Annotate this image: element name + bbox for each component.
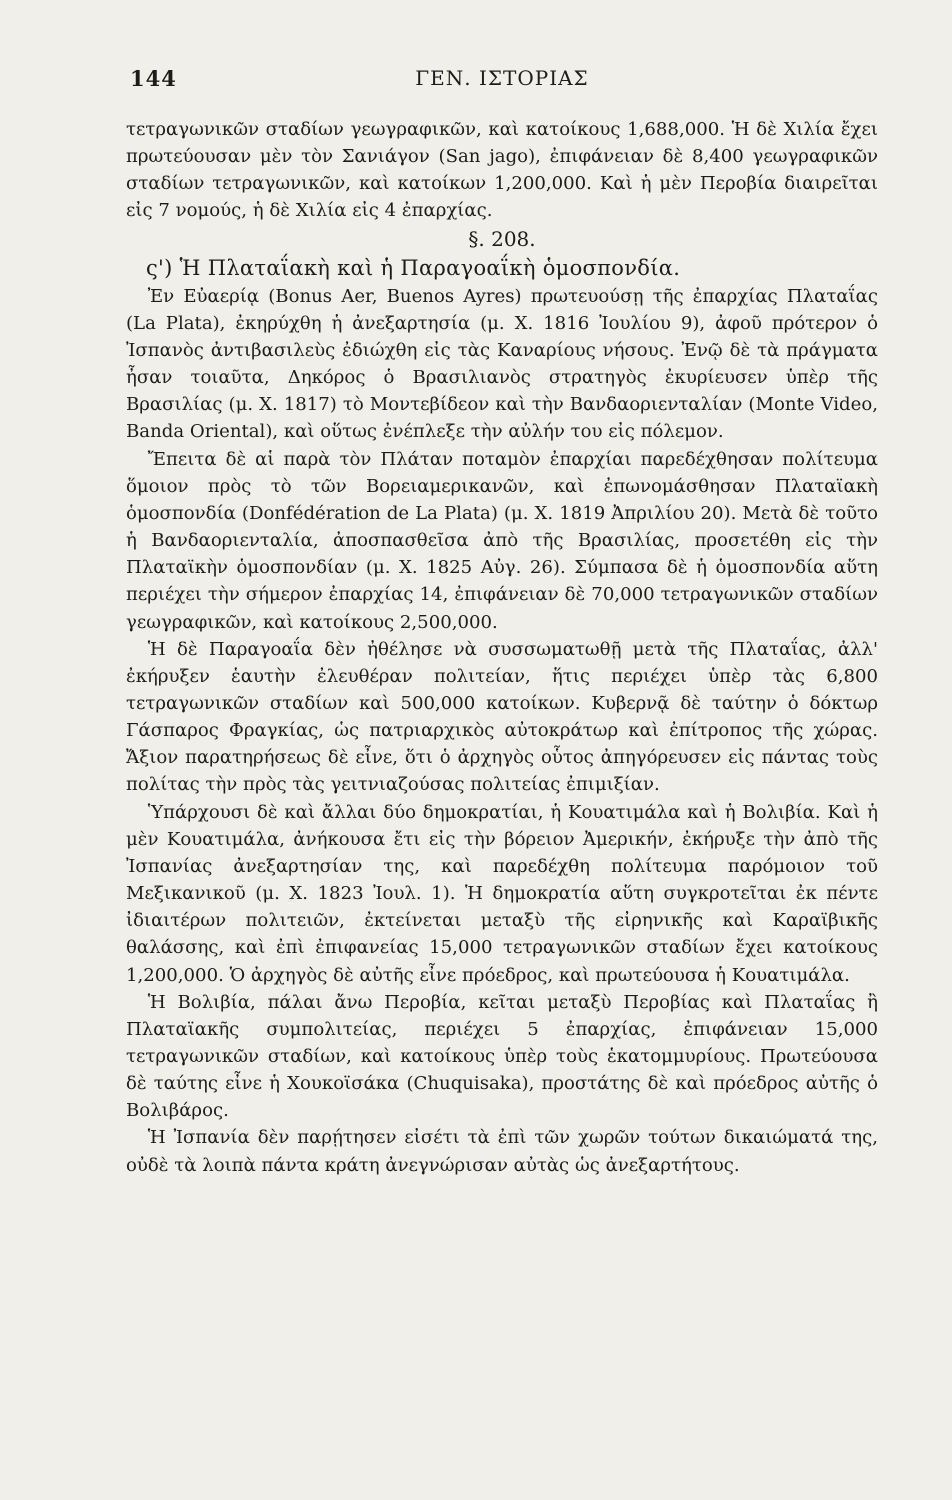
page-number: 144 (130, 66, 177, 91)
intro-paragraph: τετραγωνικῶν σταδίων γεωγραφικῶν, καὶ κατοίκους 1,688,000. Ἡ δὲ Χιλία ἔχει πρωτεύουσαν μὲν τὸν Σανιάγον (San jago), ἐπιφάνειαν δὲ 8,400 γεωγραφικῶν σταδίων τετραγωνικῶν, καὶ κατοίκων 1,200,000. Καὶ ἡ μὲν Περοβία διαιρεῖται εἰς 7 νομούς, ἡ δὲ Χιλία εἰς 4 ἐπαρχίας. (126, 119, 878, 222)
paragraph: Ἡ Βολιβία, πάλαι ἄνω Περοβία, κεῖται μεταξὺ Περοβίας καὶ Πλαταΐας ἢ Πλαταϊακῆς συμπολιτείας, περιέχει 5 ἐπαρχίας, ἐπιφάνειαν 15,000 τετραγωνικῶν σταδίων, καὶ κατοίκους ὑπὲρ τοὺς ἑκατομμυρίους. Πρωτεύουσα δὲ ταύτης εἶνε ἡ Χουκοϊσάκα (Chuquisaka), προστάτης δὲ καὶ πρόεδρος αὐτῆς ὁ Βολιβάρος. (126, 991, 878, 1122)
running-title: ΓΕΝ. ΙΣΤΟΡΙΑΣ (415, 66, 589, 90)
page-header (126, 62, 878, 102)
paragraph: Ἡ Ἰσπανία δὲν παρῄτησεν εἰσέτι τὰ ἐπὶ τῶν χωρῶν τούτων δικαιώματά της, οὐδὲ τὰ λοιπὰ πάντα κράτη ἀνεγνώρισαν αὐτὰς ὡς ἀνεξαρτήτους. (126, 1127, 878, 1176)
paragraph: Ἡ δὲ Παραγοαΐα δὲν ἠθέλησε νὰ συσσωματωθῇ μετὰ τῆς Πλαταΐας, ἀλλ' ἐκήρυξεν ἑαυτὴν ἐλευθέραν πολιτείαν, ἥτις περιέχει ὑπὲρ τὰς 6,800 τετραγωνικῶν σταδίων καὶ 500,000 κατοίκων. Κυβερνᾷ δὲ ταύτην ὁ δόκτωρ Γάσπαρος Φραγκίας, ὡς πατριαρχικὸς αὐτοκράτωρ καὶ ἐπίτροπος τῆς χώρας. Ἄξιον παρατηρήσεως δὲ εἶνε, ὅτι ὁ ἀρχηγὸς οὗτος ἀπηγόρευσεν εἰς πάντας τοὺς πολίτας τὴν πρὸς τὰς γειτνιαζούσας πολιτείας ἐπιμιξίαν. (126, 638, 878, 796)
paragraph: Ὑπάρχουσι δὲ καὶ ἄλλαι δύο δημοκρατίαι, ἡ Κουατιμάλα καὶ ἡ Βολιβία. Καὶ ἡ μὲν Κουατιμάλα, ἀνήκουσα ἔτι εἰς τὴν βόρειον Ἀμερικήν, ἐκήρυξε τὴν ἀπὸ τῆς Ἰσπανίας ἀνεξαρτησίαν της, καὶ παρεδέχθη πολίτευμα παρόμοιον τοῦ Μεξικανικοῦ (μ. Χ. 1823 Ἰουλ. 1). Ἡ δημοκρατία αὕτη συγκροτεῖται ἐκ πέντε ἰδιαιτέρων πολιτειῶν, ἐκτείνεται μεταξὺ τῆς εἰρηνικῆς καὶ Καραϊβικῆς θαλάσσης, καὶ ἐπὶ ἐπιφανείας 15,000 τετραγωνικῶν σταδίων ἔχει κατοίκους 1,200,000. Ὁ ἀρχηγὸς δὲ αὐτῆς εἶνε πρόεδρος, καὶ πρωτεύουσα ἡ Κουατιμάλα. (126, 801, 878, 986)
paragraph: Ἐν Εὐαερίᾳ (Bonus Aer, Buenos Ayres) πρωτευούσῃ τῆς ἐπαρχίας Πλαταΐας (La Plata), ἐκηρύχθη ἡ ἀνεξαρτησία (μ. Χ. 1816 Ἰουλίου 9), ἀφοῦ πρότερον ὁ Ἰσπανὸς ἀντιβασιλεὺς ἐδιώχθη εἰς τὰς Καναρίους νήσους. Ἐνῷ δὲ τὰ πράγματα ἦσαν τοιαῦτα, Δηκόρος ὁ Βρασιλιανὸς στρατηγὸς ἐκυρίευσεν ὑπὲρ τῆς Βρασιλίας (μ. Χ. 1817) τὸ Μοντεβίδεον καὶ τὴν Βανδαοριενταλίαν (Monte Video, Banda Oriental), καὶ οὕτως ἐνέπλεξε τὴν αὐλήν του εἰς πόλεμον. (126, 285, 878, 443)
paragraph: Ἔπειτα δὲ αἱ παρὰ τὸν Πλάταν ποταμὸν ἐπαρχίαι παρεδέχθησαν πολίτευμα ὅμοιον πρὸς τὸ τῶν Βορειαμερικανῶν, καὶ ἐπωνομάσθησαν Πλαταϊακὴ ὁμοσπονδία (Donfédération de La Plata) (μ. Χ. 1819 Ἀπριλίου 20). Μετὰ δὲ τοῦτο ἡ Βανδαοριενταλία, ἀποσπασθεῖσα ἀπὸ τῆς Βρασιλίας, προσετέθη εἰς τὴν Πλαταϊκὴν ὁμοσπονδίαν (μ. Χ. 1825 Αὐγ. 26). Σύμπασα δὲ ἡ ὁμοσπονδία αὕτη περιέχει τὴν σήμερον ἐπαρχίας 14, ἐπιφάνειαν δὲ 70,000 τετραγωνικῶν σταδίων γεωγραφικῶν, καὶ κατοίκους 2,500,000. (126, 448, 878, 633)
page-body (126, 116, 878, 1179)
section-subtitle: ς') Ἡ Πλαταΐακὴ καὶ ἡ Παραγοαΐκὴ ὁμοσπονδία. (146, 255, 681, 280)
section-mark: §. 208. (468, 226, 536, 251)
